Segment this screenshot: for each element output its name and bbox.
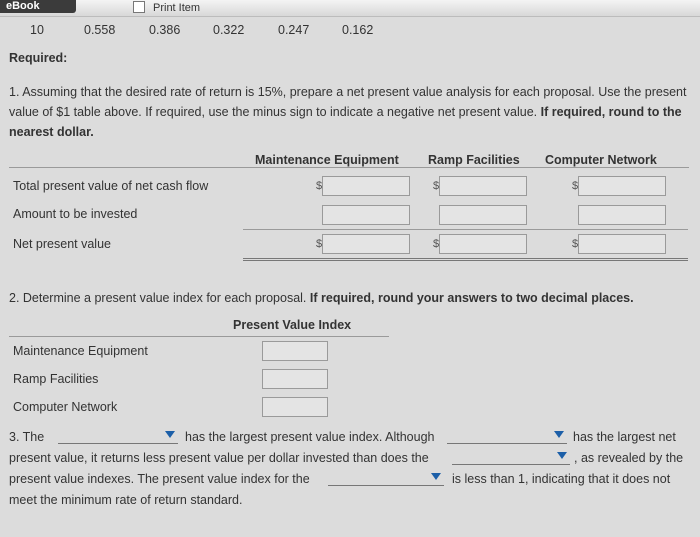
- q3-text-7: is less than 1, indicating that it does not: [452, 472, 671, 486]
- col-header-ramp: Ramp Facilities: [428, 153, 520, 167]
- maintenance-npv-input[interactable]: [322, 234, 410, 254]
- q3-text-8: meet the minimum rate of return standard.: [9, 493, 243, 507]
- q3-text-6: present value indexes. The present value index for the: [9, 472, 310, 486]
- chevron-down-icon: [554, 431, 564, 438]
- subtotal-line: [243, 229, 688, 230]
- pv-value: 0.247: [278, 23, 310, 37]
- pv-value: 0.322: [213, 23, 245, 37]
- currency-symbol: $: [572, 180, 579, 192]
- currency-symbol: $: [316, 238, 323, 250]
- divider: [9, 167, 689, 168]
- q3-text-3: has the largest net: [573, 430, 676, 444]
- chevron-down-icon: [165, 431, 175, 438]
- print-item-button[interactable]: [133, 1, 200, 14]
- pv-period: 10: [30, 23, 44, 37]
- ramp-amount-invested-input[interactable]: [439, 205, 527, 225]
- pv-value: 0.558: [84, 23, 116, 37]
- q3-text-1: 3. The: [9, 430, 45, 444]
- maintenance-pv-index-input[interactable]: [262, 341, 328, 361]
- currency-symbol: $: [572, 238, 579, 250]
- computer-amount-invested-input[interactable]: [578, 205, 666, 225]
- q2-text: 2. Determine a present value index for each proposal.: [9, 291, 307, 305]
- row-label-ramp: Ramp Facilities: [13, 372, 99, 386]
- q3-dropdown-below-one[interactable]: [328, 472, 444, 486]
- pv-value: 0.386: [149, 23, 181, 37]
- q1-text: 1. Assuming that the desired rate of return is 15%, prepare a net present value analysis for each proposal. Use the present value of $1 table above. If required, use the minus sign to indicate a negative net present value.: [9, 85, 687, 119]
- computer-total-pv-input[interactable]: [578, 176, 666, 196]
- q1-rounding-note: If required, round to the nearest dollar.: [9, 105, 682, 139]
- computer-npv-input[interactable]: [578, 234, 666, 254]
- chevron-down-icon: [557, 452, 567, 459]
- chevron-down-icon: [431, 473, 441, 480]
- col-header-computer: Computer Network: [545, 153, 657, 167]
- q3-dropdown-largest-index[interactable]: [58, 430, 178, 444]
- toolbar: [0, 0, 700, 17]
- ramp-total-pv-input[interactable]: [439, 176, 527, 196]
- pv-value: 0.162: [342, 23, 374, 37]
- total-double-line: [243, 258, 688, 261]
- row-label-amount-invested: Amount to be invested: [13, 207, 138, 221]
- maintenance-amount-invested-input[interactable]: [322, 205, 410, 225]
- ebook-tab[interactable]: eBook: [0, 0, 76, 13]
- maintenance-total-pv-input[interactable]: [322, 176, 410, 196]
- currency-symbol: $: [433, 238, 440, 250]
- col-header-pv-index: Present Value Index: [233, 318, 352, 332]
- print-icon: [133, 1, 145, 13]
- print-item-label: Print Item: [153, 2, 201, 14]
- divider: [9, 336, 389, 337]
- ramp-npv-input[interactable]: [439, 234, 527, 254]
- row-label-maintenance: Maintenance Equipment: [13, 344, 148, 358]
- currency-symbol: $: [433, 180, 440, 192]
- q3-text-4: present value, it returns less present value per dollar invested than does the: [9, 451, 429, 465]
- q3-text-2: has the largest present value index. Although: [185, 430, 435, 444]
- row-label-npv: Net present value: [13, 237, 111, 251]
- q1-instructions: [9, 82, 695, 142]
- q3-dropdown-largest-npv[interactable]: [447, 430, 567, 444]
- q3-text-5: , as revealed by the: [574, 451, 684, 465]
- q3-dropdown-compared[interactable]: [452, 451, 570, 465]
- row-label-computer: Computer Network: [13, 400, 118, 414]
- col-header-maintenance: Maintenance Equipment: [255, 153, 399, 167]
- currency-symbol: $: [316, 180, 323, 192]
- q2-instructions: [9, 288, 699, 308]
- ramp-pv-index-input[interactable]: [262, 369, 328, 389]
- q2-rounding-note: If required, round your answers to two decimal places.: [309, 291, 634, 305]
- row-label-total-pv: Total present value of net cash flow: [13, 179, 209, 193]
- required-label: Required:: [9, 51, 68, 65]
- computer-pv-index-input[interactable]: [262, 397, 328, 417]
